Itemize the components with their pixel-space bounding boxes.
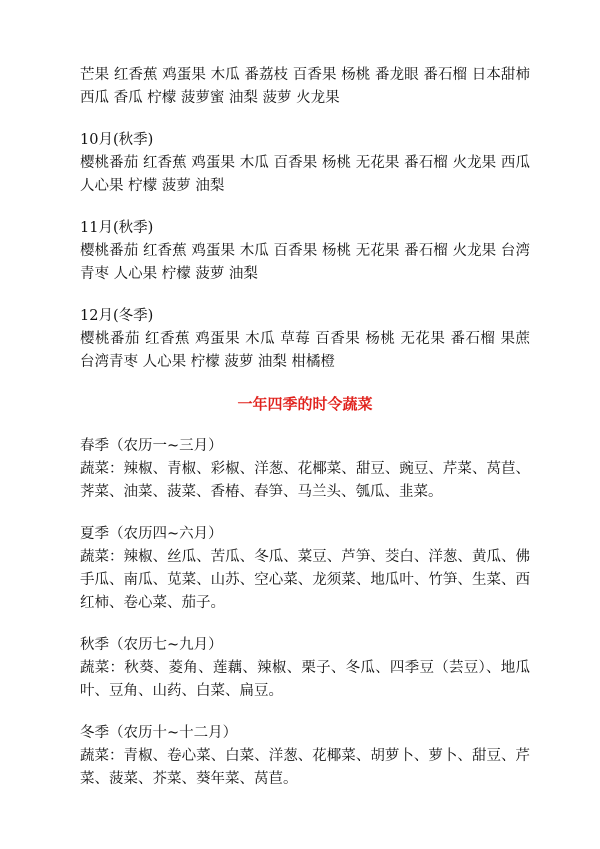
season-vegetable-list-spring: 蔬菜：辣椒、青椒、彩椒、洋葱、花椰菜、甜豆、豌豆、芹菜、莴苣、荠菜、油菜、菠菜、香椿、春笋、马兰头、瓠瓜、韭菜。 [80,461,530,500]
season-vegetable-list-winter: 蔬菜：青椒、卷心菜、白菜、洋葱、花椰菜、胡萝卜、萝卜、甜豆、芹菜、菠菜、芥菜、葵年菜、莴苣。 [80,748,530,787]
month-title-november: 11月(秋季) [80,220,154,236]
season-title-summer: 夏季（农历四~六月） [80,526,223,542]
season-title-autumn: 秋季（农历七~九月） [80,637,223,653]
season-title-winter: 冬季（农历十~十二月） [80,725,238,741]
season-vegetable-list-autumn: 蔬菜：秋葵、菱角、莲藕、辣椒、栗子、冬瓜、四季豆（芸豆）、地瓜叶、豆角、山药、白菜、扁豆。 [80,660,530,699]
month-fruit-list-december: 樱桃番茄 红香蕉 鸡蛋果 木瓜 草莓 百香果 杨桃 无花果 番石榴 果蔗 台湾青枣 人心果 柠檬 菠萝 油梨 柑橘橙 [80,331,530,370]
document-page [80,64,530,791]
month-fruit-list-november: 樱桃番茄 红香蕉 鸡蛋果 木瓜 百香果 杨桃 无花果 番石榴 火龙果 台湾青枣 人心果 柠檬 菠萝 油梨 [80,243,530,282]
fruit-list-continued: 芒果 红香蕉 鸡蛋果 木瓜 番荔枝 百香果 杨桃 番龙眼 番石榴 日本甜柿 西瓜 香瓜 柠檬 菠萝蜜 油梨 菠萝 火龙果 [80,67,530,106]
month-title-october: 10月(秋季) [80,132,154,148]
vegetables-section-heading: 一年四季的时令蔬菜 [237,395,373,413]
month-title-december: 12月(冬季) [80,308,154,324]
season-vegetable-list-summer: 蔬菜：辣椒、丝瓜、苦瓜、冬瓜、菜豆、芦笋、茭白、洋葱、黄瓜、佛手瓜、南瓜、苋菜、山苏、空心菜、龙须菜、地瓜叶、竹笋、生菜、西红柿、卷心菜、茄子。 [80,549,530,611]
month-fruit-list-october: 樱桃番茄 红香蕉 鸡蛋果 木瓜 百香果 杨桃 无花果 番石榴 火龙果 西瓜 人心果 柠檬 菠萝 油梨 [80,155,530,194]
season-title-spring: 春季（农历一~三月） [80,438,223,454]
